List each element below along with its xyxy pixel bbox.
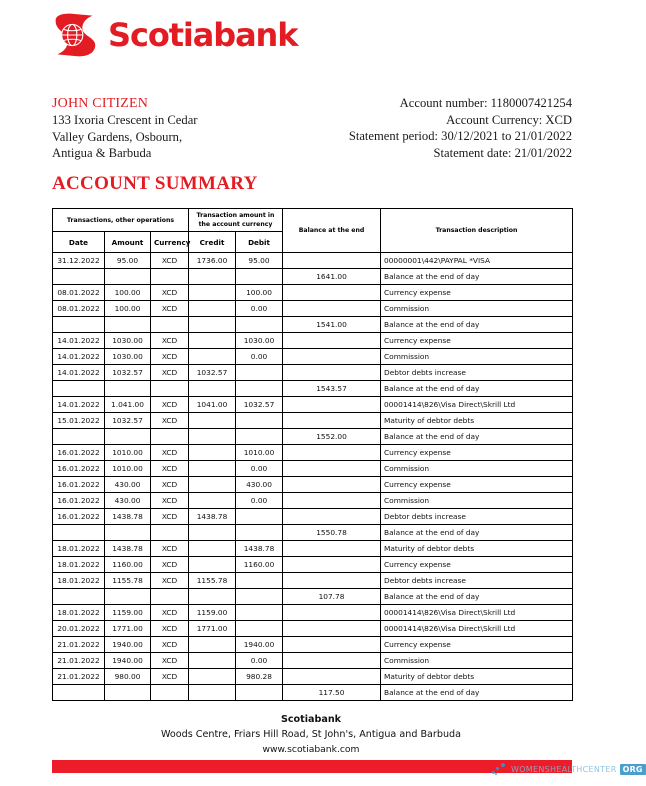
cell-amount: 1010.00 bbox=[105, 461, 151, 477]
cell-amount bbox=[105, 525, 151, 541]
cell-currency: XCD bbox=[151, 509, 189, 525]
cell-date: 21.01.2022 bbox=[53, 669, 105, 685]
table-row bbox=[53, 525, 573, 541]
cell-amount: 1155.78 bbox=[105, 573, 151, 589]
cell-debit: 0.00 bbox=[236, 461, 283, 477]
cell-credit bbox=[189, 285, 236, 301]
brand-logo bbox=[52, 12, 297, 58]
table-row bbox=[53, 317, 573, 333]
cell-date: 16.01.2022 bbox=[53, 477, 105, 493]
statement-period: Statement period: 30/12/2021 to 21/01/2022 bbox=[348, 129, 572, 144]
cell-currency bbox=[151, 685, 189, 701]
cell-date: 15.01.2022 bbox=[53, 413, 105, 429]
cell-amount: 1032.57 bbox=[105, 365, 151, 381]
cell-balance: 1541.00 bbox=[283, 317, 381, 333]
cell-amount: 1438.78 bbox=[105, 541, 151, 557]
cell-credit bbox=[189, 525, 236, 541]
cell-description: Currency expense bbox=[381, 637, 573, 653]
cell-date bbox=[53, 685, 105, 701]
cell-date: 08.01.2022 bbox=[53, 285, 105, 301]
cell-debit bbox=[236, 573, 283, 589]
cell-amount: 1.041.00 bbox=[105, 397, 151, 413]
customer-block bbox=[52, 95, 312, 162]
account-currency: Account Currency: XCD bbox=[446, 112, 572, 127]
cell-balance bbox=[283, 669, 381, 685]
cell-currency bbox=[151, 381, 189, 397]
cell-amount: 100.00 bbox=[105, 285, 151, 301]
cell-description: Commission bbox=[381, 461, 573, 477]
cell-balance: 1552.00 bbox=[283, 429, 381, 445]
cell-description: Balance at the end of day bbox=[381, 685, 573, 701]
cell-debit bbox=[236, 413, 283, 429]
cell-date: 08.01.2022 bbox=[53, 301, 105, 317]
table-row bbox=[53, 605, 573, 621]
cell-amount bbox=[105, 429, 151, 445]
cell-credit bbox=[189, 557, 236, 573]
cell-balance bbox=[283, 541, 381, 557]
footer-address: Woods Centre, Friars Hill Road, St John's, Antigua and Barbuda bbox=[160, 729, 462, 740]
cell-debit: 430.00 bbox=[236, 477, 283, 493]
cell-description: Balance at the end of day bbox=[381, 429, 573, 445]
cell-description: Maturity of debtor debts bbox=[381, 413, 573, 429]
cell-description: Maturity of debtor debts bbox=[381, 669, 573, 685]
col-credit: Credit bbox=[189, 232, 236, 253]
watermark-text: WOMENSHEALTHCENTER bbox=[511, 764, 617, 774]
cell-balance: 1641.00 bbox=[283, 269, 381, 285]
cell-credit bbox=[189, 589, 236, 605]
cell-description: 00001414\826\Visa Direct\Skrill Ltd bbox=[381, 397, 573, 413]
cell-currency bbox=[151, 525, 189, 541]
cell-date: 16.01.2022 bbox=[53, 461, 105, 477]
cell-description: Balance at the end of day bbox=[381, 525, 573, 541]
cell-amount: 980.00 bbox=[105, 669, 151, 685]
account-summary-table-wrapper bbox=[52, 208, 572, 701]
cell-date: 18.01.2022 bbox=[53, 573, 105, 589]
cell-description: Balance at the end of day bbox=[381, 381, 573, 397]
cell-date bbox=[53, 525, 105, 541]
col-transaction-description: Transaction description bbox=[381, 209, 573, 253]
cell-amount: 1160.00 bbox=[105, 557, 151, 573]
cell-currency: XCD bbox=[151, 573, 189, 589]
cell-debit: 0.00 bbox=[236, 493, 283, 509]
cell-currency: XCD bbox=[151, 253, 189, 269]
cell-debit: 1160.00 bbox=[236, 557, 283, 573]
customer-address-line-1: 133 Ixoria Crescent in Cedar bbox=[52, 113, 198, 127]
cell-amount: 1940.00 bbox=[105, 637, 151, 653]
cell-currency: XCD bbox=[151, 397, 189, 413]
cell-description: Debtor debts increase bbox=[381, 573, 573, 589]
footer-bank-name: Scotiabank bbox=[280, 714, 342, 725]
cell-currency: XCD bbox=[151, 333, 189, 349]
table-row bbox=[53, 621, 573, 637]
cell-description: Balance at the end of day bbox=[381, 317, 573, 333]
cell-balance bbox=[283, 605, 381, 621]
cell-credit: 1155.78 bbox=[189, 573, 236, 589]
col-balance-at-the-end: Balance at the end bbox=[283, 209, 381, 253]
cell-amount: 430.00 bbox=[105, 493, 151, 509]
cell-credit bbox=[189, 493, 236, 509]
account-number: Account number: 1180007421254 bbox=[399, 96, 572, 110]
cell-amount: 95.00 bbox=[105, 253, 151, 269]
cell-date: 21.01.2022 bbox=[53, 653, 105, 669]
cell-description: Commission bbox=[381, 493, 573, 509]
table-group-header-row bbox=[53, 209, 573, 232]
cell-credit bbox=[189, 637, 236, 653]
customer-name: JOHN CITIZEN bbox=[52, 96, 149, 111]
cell-debit: 1940.00 bbox=[236, 637, 283, 653]
cell-amount: 1438.78 bbox=[105, 509, 151, 525]
cell-credit bbox=[189, 269, 236, 285]
cell-debit: 0.00 bbox=[236, 349, 283, 365]
col-group-transactions: Transactions, other operations bbox=[53, 209, 189, 232]
cell-credit: 1438.78 bbox=[189, 509, 236, 525]
cell-credit bbox=[189, 541, 236, 557]
cell-debit: 980.28 bbox=[236, 669, 283, 685]
cell-date: 31.12.2022 bbox=[53, 253, 105, 269]
brand-name: Scotiabank bbox=[108, 16, 298, 54]
cell-description: Currency expense bbox=[381, 333, 573, 349]
cell-debit: 100.00 bbox=[236, 285, 283, 301]
cell-description: Balance at the end of day bbox=[381, 589, 573, 605]
table-row bbox=[53, 381, 573, 397]
cell-date bbox=[53, 317, 105, 333]
cell-debit bbox=[236, 605, 283, 621]
customer-address-line-3: Antigua & Barbuda bbox=[52, 146, 152, 161]
cell-date bbox=[53, 589, 105, 605]
cell-currency: XCD bbox=[151, 493, 189, 509]
cell-credit bbox=[189, 445, 236, 461]
table-row bbox=[53, 349, 573, 365]
cell-amount bbox=[105, 381, 151, 397]
cell-debit bbox=[236, 381, 283, 397]
cell-amount: 100.00 bbox=[105, 301, 151, 317]
cell-balance: 117.50 bbox=[283, 685, 381, 701]
cell-balance bbox=[283, 493, 381, 509]
cell-debit bbox=[236, 317, 283, 333]
col-currency: Currency bbox=[151, 232, 189, 253]
account-summary-table bbox=[52, 208, 573, 701]
cell-amount: 1159.00 bbox=[105, 605, 151, 621]
table-row bbox=[53, 573, 573, 589]
cell-currency: XCD bbox=[151, 557, 189, 573]
cell-debit: 1438.78 bbox=[236, 541, 283, 557]
cell-debit: 1032.57 bbox=[236, 397, 283, 413]
table-row bbox=[53, 269, 573, 285]
cell-balance bbox=[283, 301, 381, 317]
table-row bbox=[53, 477, 573, 493]
customer-address-line-2: Valley Gardens, Osbourn, bbox=[52, 129, 183, 144]
cell-description: Maturity of debtor debts bbox=[381, 541, 573, 557]
cell-debit bbox=[236, 429, 283, 445]
account-meta-block bbox=[349, 95, 572, 161]
cell-date: 14.01.2022 bbox=[53, 397, 105, 413]
table-row bbox=[53, 637, 573, 653]
table-row bbox=[53, 365, 573, 381]
cell-amount: 1032.57 bbox=[105, 413, 151, 429]
cell-date: 18.01.2022 bbox=[53, 557, 105, 573]
cell-credit bbox=[189, 317, 236, 333]
cell-debit: 0.00 bbox=[236, 301, 283, 317]
cell-balance bbox=[283, 621, 381, 637]
cell-date: 18.01.2022 bbox=[53, 605, 105, 621]
cell-balance bbox=[283, 653, 381, 669]
cell-currency bbox=[151, 317, 189, 333]
cell-description: Debtor debts increase bbox=[381, 509, 573, 525]
cell-amount: 430.00 bbox=[105, 477, 151, 493]
table-body bbox=[53, 253, 573, 701]
cell-balance bbox=[283, 253, 381, 269]
cell-credit bbox=[189, 333, 236, 349]
cell-balance bbox=[283, 333, 381, 349]
cell-balance bbox=[283, 461, 381, 477]
table-row bbox=[53, 493, 573, 509]
cell-amount: 1010.00 bbox=[105, 445, 151, 461]
cell-description: Currency expense bbox=[381, 445, 573, 461]
cell-amount: 1771.00 bbox=[105, 621, 151, 637]
cell-debit: 1010.00 bbox=[236, 445, 283, 461]
cell-description: Currency expense bbox=[381, 285, 573, 301]
cell-balance bbox=[283, 477, 381, 493]
cell-description: 00001414\826\Visa Direct\Skrill Ltd bbox=[381, 621, 573, 637]
page-title: ACCOUNT SUMMARY bbox=[52, 173, 258, 194]
cell-currency: XCD bbox=[151, 349, 189, 365]
cell-date: 16.01.2022 bbox=[53, 509, 105, 525]
cell-date bbox=[53, 269, 105, 285]
cell-description: Balance at the end of day bbox=[381, 269, 573, 285]
cell-currency bbox=[151, 429, 189, 445]
cell-description: Commission bbox=[381, 301, 573, 317]
cell-amount: 1030.00 bbox=[105, 349, 151, 365]
cell-credit bbox=[189, 381, 236, 397]
cell-currency: XCD bbox=[151, 413, 189, 429]
footer-red-bar bbox=[52, 760, 572, 773]
cell-balance bbox=[283, 413, 381, 429]
table-row bbox=[53, 653, 573, 669]
cell-currency: XCD bbox=[151, 621, 189, 637]
cell-credit bbox=[189, 301, 236, 317]
cell-currency: XCD bbox=[151, 461, 189, 477]
cell-date bbox=[53, 381, 105, 397]
col-debit: Debit bbox=[236, 232, 283, 253]
cell-description: Commission bbox=[381, 349, 573, 365]
cell-credit bbox=[189, 669, 236, 685]
table-row bbox=[53, 589, 573, 605]
statement-date: Statement date: 21/01/2022 bbox=[433, 145, 572, 160]
table-row bbox=[53, 557, 573, 573]
cell-credit bbox=[189, 413, 236, 429]
cell-debit bbox=[236, 269, 283, 285]
cell-credit: 1032.57 bbox=[189, 365, 236, 381]
cell-date: 14.01.2022 bbox=[53, 333, 105, 349]
cell-currency: XCD bbox=[151, 285, 189, 301]
table-row bbox=[53, 669, 573, 685]
cell-credit bbox=[189, 477, 236, 493]
table-row bbox=[53, 541, 573, 557]
cell-credit bbox=[189, 349, 236, 365]
cell-credit bbox=[189, 653, 236, 669]
cell-debit: 1030.00 bbox=[236, 333, 283, 349]
cell-credit bbox=[189, 429, 236, 445]
cell-debit bbox=[236, 685, 283, 701]
table-row bbox=[53, 333, 573, 349]
watermark-org-badge: ORG bbox=[620, 764, 646, 775]
cell-balance bbox=[283, 365, 381, 381]
table-row bbox=[53, 301, 573, 317]
cell-credit: 1159.00 bbox=[189, 605, 236, 621]
cell-balance: 1543.57 bbox=[283, 381, 381, 397]
cell-credit: 1736.00 bbox=[189, 253, 236, 269]
cell-currency: XCD bbox=[151, 477, 189, 493]
cell-balance bbox=[283, 637, 381, 653]
table-row bbox=[53, 285, 573, 301]
cell-amount bbox=[105, 589, 151, 605]
cell-balance bbox=[283, 509, 381, 525]
cell-amount bbox=[105, 685, 151, 701]
table-row bbox=[53, 429, 573, 445]
page-footer bbox=[0, 712, 622, 757]
cell-currency: XCD bbox=[151, 445, 189, 461]
cell-description: Debtor debts increase bbox=[381, 365, 573, 381]
table-row bbox=[53, 461, 573, 477]
cell-date: 16.01.2022 bbox=[53, 445, 105, 461]
cell-date: 21.01.2022 bbox=[53, 637, 105, 653]
footer-website: www.scotiabank.com bbox=[262, 744, 360, 755]
table-row bbox=[53, 685, 573, 701]
cell-description: Commission bbox=[381, 653, 573, 669]
cell-debit bbox=[236, 525, 283, 541]
col-group-amount-in-account-currency: Transaction amount in the account currency bbox=[189, 209, 283, 232]
cell-description: 00000001\442\PAYPAL *VISA bbox=[381, 253, 573, 269]
cell-date: 16.01.2022 bbox=[53, 493, 105, 509]
cell-currency bbox=[151, 269, 189, 285]
cell-date bbox=[53, 429, 105, 445]
cell-balance bbox=[283, 445, 381, 461]
table-row bbox=[53, 397, 573, 413]
cell-balance bbox=[283, 397, 381, 413]
cell-balance: 107.78 bbox=[283, 589, 381, 605]
cell-date: 14.01.2022 bbox=[53, 365, 105, 381]
cell-credit bbox=[189, 685, 236, 701]
cell-amount: 1940.00 bbox=[105, 653, 151, 669]
cell-date: 14.01.2022 bbox=[53, 349, 105, 365]
table-row bbox=[53, 445, 573, 461]
cell-description: Currency expense bbox=[381, 557, 573, 573]
cell-balance bbox=[283, 573, 381, 589]
col-amount: Amount bbox=[105, 232, 151, 253]
table-row bbox=[53, 253, 573, 269]
cell-date: 18.01.2022 bbox=[53, 541, 105, 557]
table-header bbox=[53, 209, 573, 253]
cell-credit bbox=[189, 461, 236, 477]
cell-debit bbox=[236, 365, 283, 381]
cell-date: 20.01.2022 bbox=[53, 621, 105, 637]
cell-amount bbox=[105, 317, 151, 333]
cell-currency: XCD bbox=[151, 541, 189, 557]
cell-debit bbox=[236, 621, 283, 637]
cell-balance: 1550.78 bbox=[283, 525, 381, 541]
cell-debit: 95.00 bbox=[236, 253, 283, 269]
cell-currency: XCD bbox=[151, 653, 189, 669]
cell-credit: 1041.00 bbox=[189, 397, 236, 413]
cell-currency: XCD bbox=[151, 605, 189, 621]
cell-balance bbox=[283, 285, 381, 301]
cell-currency: XCD bbox=[151, 669, 189, 685]
table-row bbox=[53, 413, 573, 429]
table-row bbox=[53, 509, 573, 525]
cell-description: 00001414\826\Visa Direct\Skrill Ltd bbox=[381, 605, 573, 621]
cell-debit bbox=[236, 509, 283, 525]
cell-balance bbox=[283, 349, 381, 365]
cell-currency: XCD bbox=[151, 637, 189, 653]
cell-debit bbox=[236, 589, 283, 605]
cell-balance bbox=[283, 557, 381, 573]
statement-header bbox=[0, 95, 622, 167]
cell-credit: 1771.00 bbox=[189, 621, 236, 637]
cell-debit: 0.00 bbox=[236, 653, 283, 669]
cell-description: Currency expense bbox=[381, 477, 573, 493]
cell-currency bbox=[151, 589, 189, 605]
cell-currency: XCD bbox=[151, 301, 189, 317]
cell-amount: 1030.00 bbox=[105, 333, 151, 349]
cell-amount bbox=[105, 269, 151, 285]
scotiabank-globe-s-icon bbox=[52, 12, 98, 58]
cell-currency: XCD bbox=[151, 365, 189, 381]
col-date: Date bbox=[53, 232, 105, 253]
